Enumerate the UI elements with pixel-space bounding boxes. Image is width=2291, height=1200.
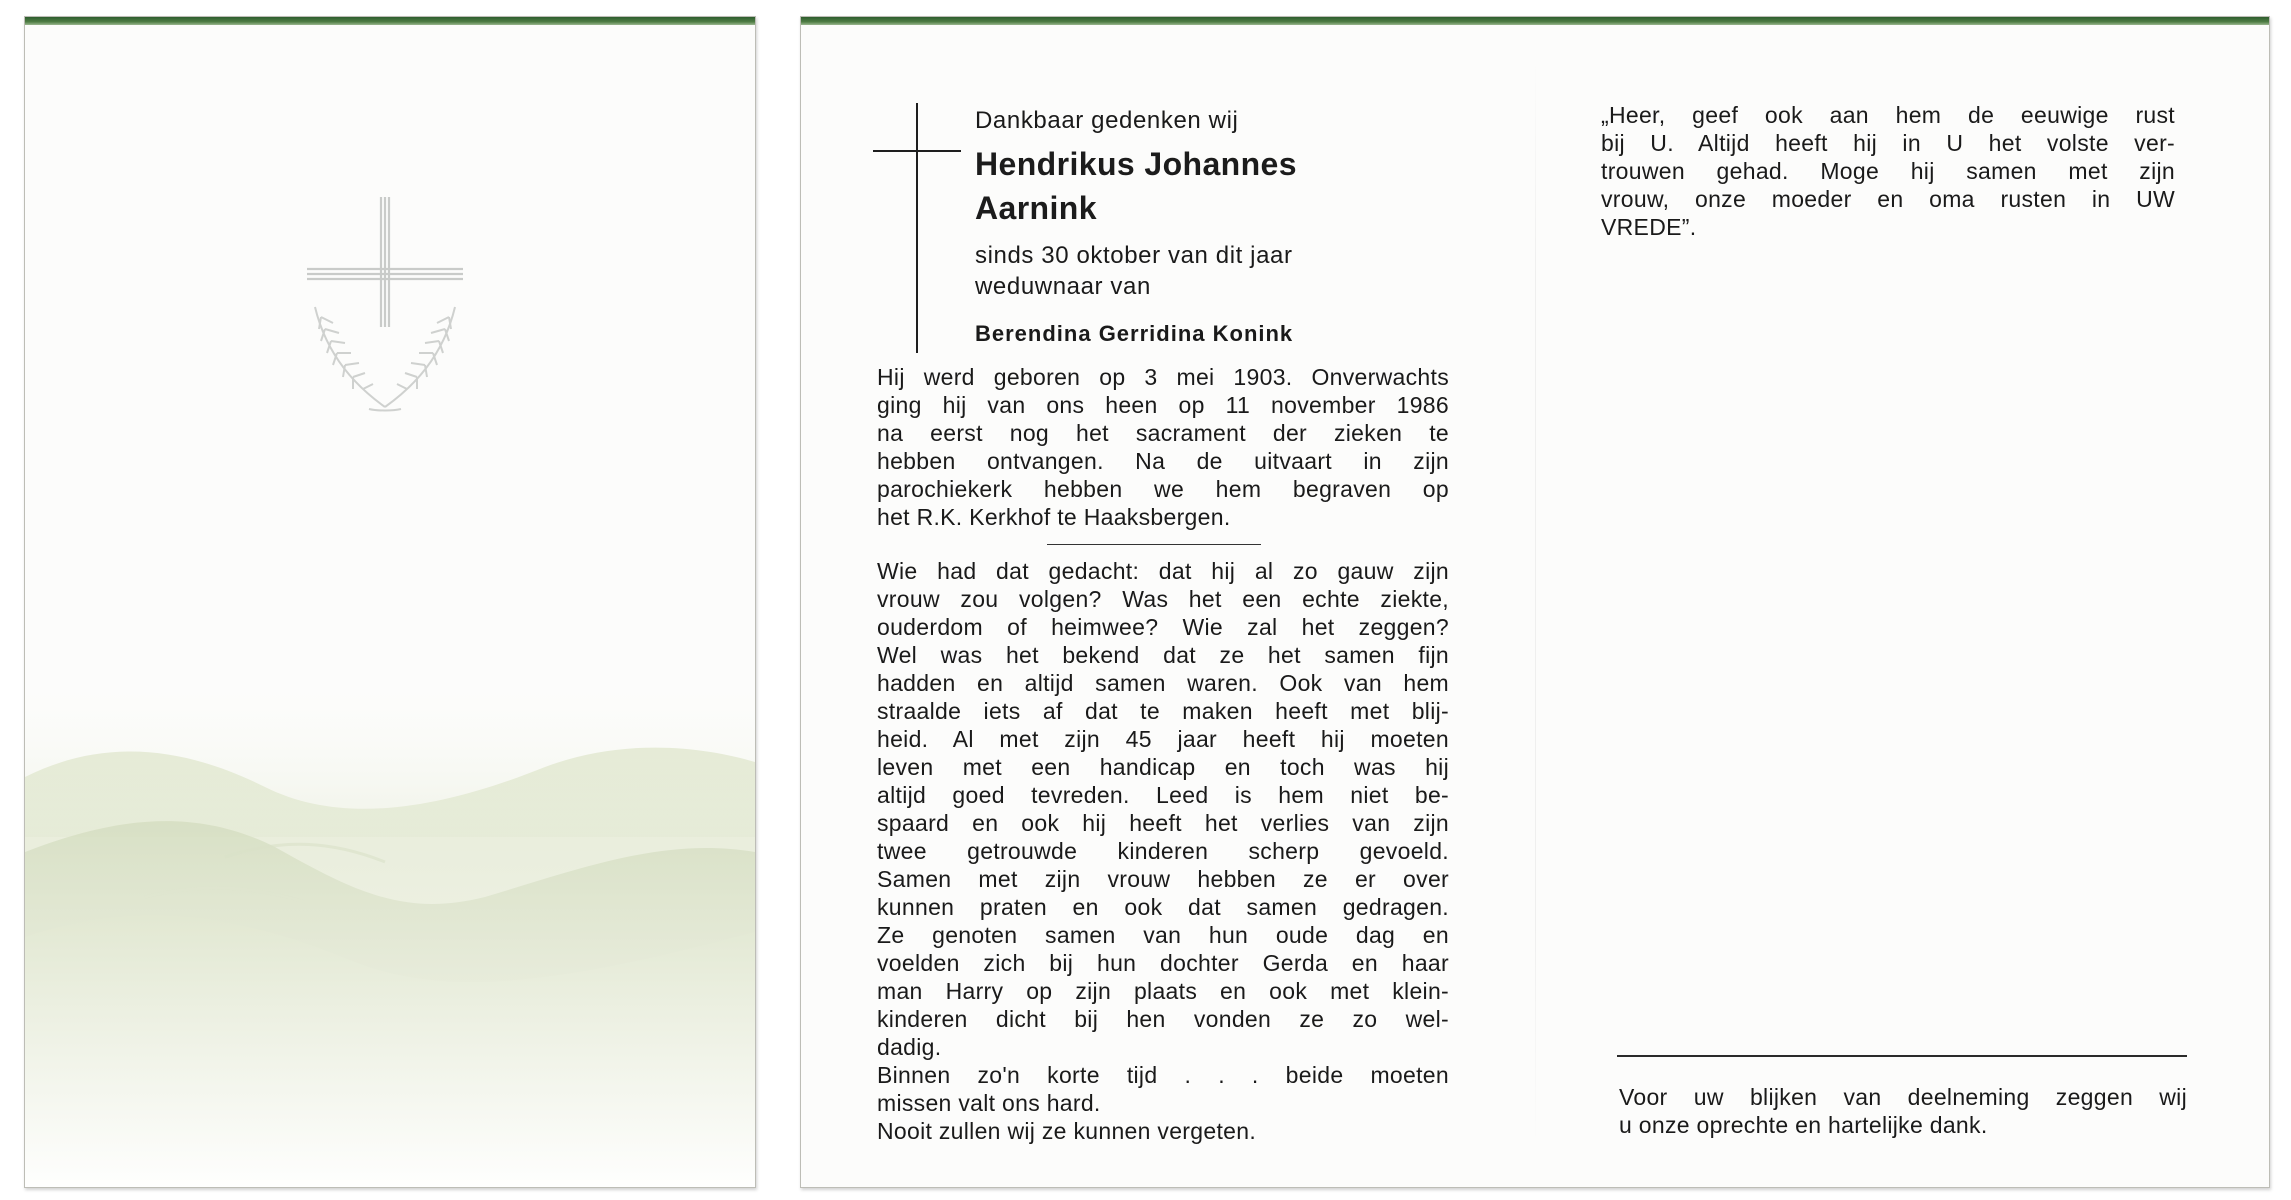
reflection-line: kinderen dicht bij hen vonden ze zo wel- bbox=[877, 1006, 1449, 1032]
reflection-line: spaard en ook hij heeft het verlies van zijn bbox=[877, 810, 1449, 836]
reflection-line: Wie had dat gedacht: dat hij al zo gauw zijn bbox=[877, 558, 1449, 584]
dedication-block bbox=[975, 105, 1395, 348]
reflection-line: straalde iets af dat te maken heeft met blij- bbox=[877, 698, 1449, 724]
reflection-paragraph bbox=[877, 557, 1449, 1145]
thanks-divider bbox=[1617, 1055, 2187, 1057]
landscape-illustration bbox=[25, 17, 755, 1187]
reflection-line: voelden zich bij hun dochter Gerda en haar bbox=[877, 950, 1449, 976]
dedication-intro: Dankbaar gedenken wij bbox=[975, 107, 1239, 134]
biography-line: ging hij van ons heen op 11 november 1986 bbox=[877, 392, 1449, 418]
reflection-line: kunnen praten en ook dat samen gedragen. bbox=[877, 894, 1449, 920]
biography-line: hebben ontvangen. Na de uitvaart in zijn bbox=[877, 448, 1449, 474]
biography-line: Hij werd geboren op 3 mei 1903. Onverwachts bbox=[877, 364, 1449, 390]
reflection-line: hadden en altijd samen waren. Ook van hem bbox=[877, 670, 1449, 696]
prayer-paragraph bbox=[1601, 101, 2175, 241]
reflection-line: altijd goed tevreden. Leed is hem niet be- bbox=[877, 782, 1449, 808]
cross-with-palm-branches-icon bbox=[307, 197, 467, 427]
spouse-name: Berendina Gerridina Konink bbox=[975, 321, 1294, 346]
reflection-line: Samen met zijn vrouw hebben ze er over bbox=[877, 866, 1449, 892]
thanks-line: u onze oprechte en hartelijke dank. bbox=[1619, 1112, 1988, 1138]
prayer-line: trouwen gehad. Moge hij samen met zijn bbox=[1601, 158, 2175, 184]
prayer-line: VREDE”. bbox=[1601, 214, 1697, 240]
reflection-line: Binnen zo'n korte tijd . . . beide moeten bbox=[877, 1062, 1449, 1088]
reflection-line: heid. Al met zijn 45 jaar heeft hij moeten bbox=[877, 726, 1449, 752]
widower-line-1: sinds 30 oktober van dit jaar bbox=[975, 242, 1293, 269]
reflection-line: Ze genoten samen van hun oude dag en bbox=[877, 922, 1449, 948]
deceased-name-line-1: Hendrikus Johannes bbox=[975, 146, 1297, 182]
prayer-line: bij U. Altijd heeft hij in U het volste ver- bbox=[1601, 130, 2175, 156]
reflection-line: vrouw zou volgen? Was het een echte ziekte, bbox=[877, 586, 1449, 612]
reflection-line: missen valt ons hard. bbox=[877, 1090, 1101, 1116]
biography-line: het R.K. Kerkhof te Haaksbergen. bbox=[877, 504, 1231, 530]
biography-line: parochiekerk hebben we hem begraven op bbox=[877, 476, 1449, 502]
green-top-edge bbox=[801, 17, 2269, 25]
reflection-line: Wel was het bekend dat ze het samen fijn bbox=[877, 642, 1449, 668]
prayer-line: „Heer, geef ook aan hem de eeuwige rust bbox=[1601, 102, 2175, 128]
reflection-line: ouderdom of heimwee? Wie zal het zeggen? bbox=[877, 614, 1449, 640]
latin-cross-icon bbox=[873, 103, 963, 353]
biography-paragraph bbox=[877, 363, 1449, 531]
reflection-line: man Harry op zijn plaats en ook met klein- bbox=[877, 978, 1449, 1004]
reflection-line: Nooit zullen wij ze kunnen vergeten. bbox=[877, 1118, 1257, 1144]
front-card bbox=[24, 16, 756, 1188]
prayer-line: vrouw, onze moeder en oma rusten in UW bbox=[1601, 186, 2175, 212]
reflection-line: dadig. bbox=[877, 1034, 942, 1060]
reflection-line: twee getrouwde kinderen scherp gevoeld. bbox=[877, 838, 1449, 864]
thanks-line: Voor uw blijken van deelneming zeggen wij bbox=[1619, 1084, 2187, 1110]
biography-line: na eerst nog het sacrament der zieken te bbox=[877, 420, 1449, 446]
thanks-paragraph bbox=[1619, 1083, 2187, 1139]
inside-card bbox=[800, 16, 2270, 1188]
widower-line-2: weduwnaar van bbox=[975, 273, 1151, 300]
deceased-name-line-2: Aarnink bbox=[975, 190, 1097, 226]
center-fold bbox=[1535, 57, 1536, 1147]
section-divider bbox=[1047, 544, 1261, 545]
reflection-line: leven met een handicap en toch was hij bbox=[877, 754, 1449, 780]
